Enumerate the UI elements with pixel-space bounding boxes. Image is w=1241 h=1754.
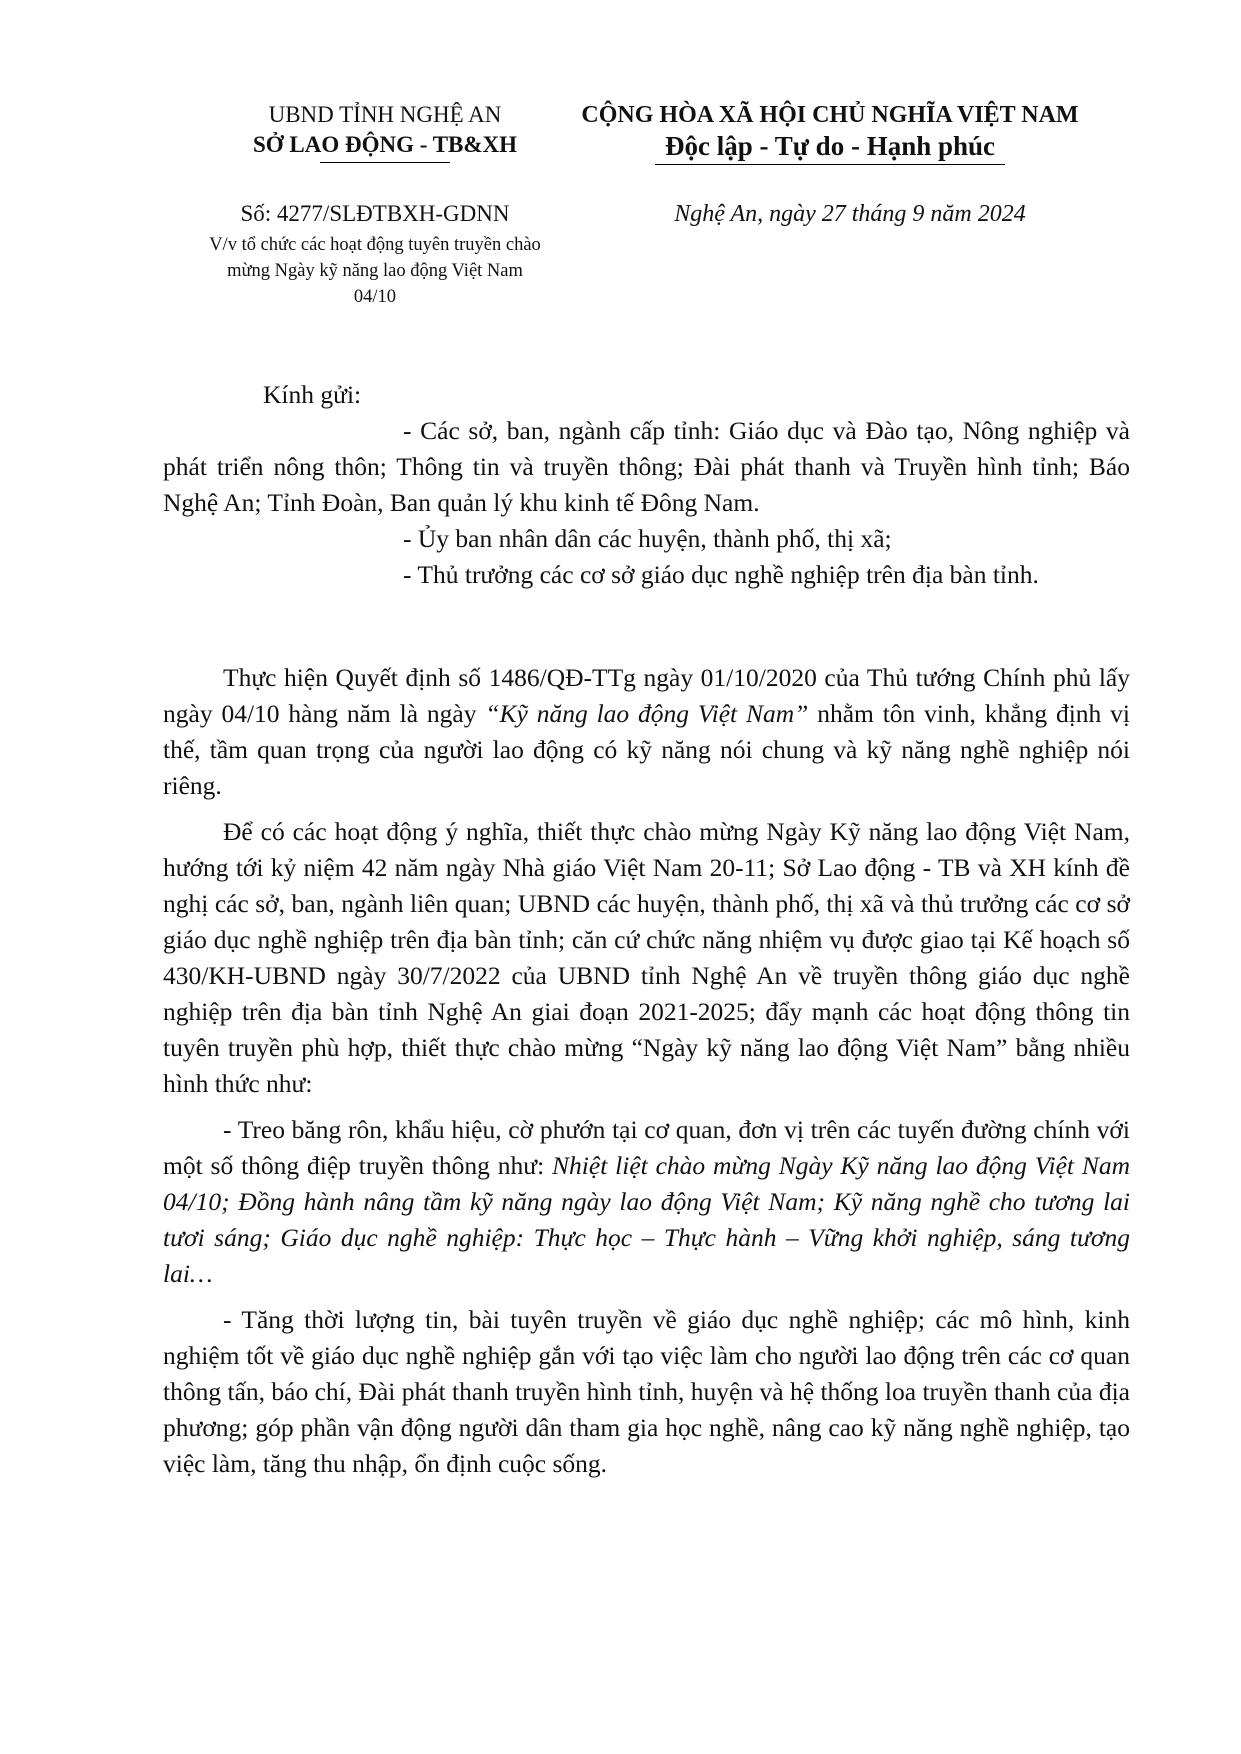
body-paragraph-4: - Tăng thời lượng tin, bài tuyên truyền về giáo dục nghề nghiệp; các mô hình, kinh nghiệm tốt về giáo dục nghề nghiệp gắn với tạo việc làm cho người lao động trên các cơ quan thông tấn, báo chí, Đài phát thanh truyền hình tỉnh, huyện và hệ thống loa truyền thanh của địa phương; góp phần vận động người dân tham gia học nghề, nâng cao kỹ năng nghề nghiệp, tạo việc làm, tăng thu nhập, ổn định cuộc sống.: [163, 1305, 1130, 1478]
document-number: Số: 4277/SLĐTBXH-GDNN: [240, 201, 510, 226]
body-paragraph-1: [163, 660, 1130, 804]
body-paragraph-2: Để có các hoạt động ý nghĩa, thiết thực chào mừng Ngày Kỹ năng lao động Việt Nam, hướng tới kỷ niệm 42 năm ngày Nhà giáo Việt Nam 20-11; Sở Lao động - TB và XH kính đề nghị các sở, ban, ngành liên quan; UBND các huyện, thành phố, thị xã và thủ trưởng các cơ sở giáo dục nghề nghiệp trên địa bàn tỉnh; căn cứ chức năng nhiệm vụ được giao tại Kế hoạch số 430/KH-UBND ngày 30/7/2022 của UBND tỉnh Nghệ An về truyền thông giáo dục nghề nghiệp trên địa bàn tỉnh Nghệ An giai đoạn 2021-2025; đẩy mạnh các hoạt động thông tin tuyên truyền phù hợp, thiết thực chào mừng “Ngày kỹ năng lao động Việt Nam” bằng nhiều hình thức như:: [163, 817, 1130, 1098]
national-heading: [560, 100, 1100, 165]
recipient-item: - Các sở, ban, ngành cấp tỉnh: Giáo dục và Đào tạo, Nông nghiệp và phát triển nông thôn; Thông tin và truyền thông; Đài phát thanh và Truyền hình tỉnh; Báo Nghệ An; Tỉnh Đoàn, Ban quản lý khu kinh tế Đông Nam.: [163, 416, 1130, 517]
issuer-block: [215, 100, 555, 163]
body-paragraph-3: [163, 1112, 1130, 1292]
agency-name: UBND TỈNH NGHỆ AN: [268, 102, 502, 127]
p1-text-after: nhằm tôn vinh, khẳng định vị thế, tầm quan trọng của người lao động có kỹ năng nói chung và kỹ năng nghề nghiệp nói riêng.: [163, 699, 1130, 800]
salutation: Kính gửi:: [263, 380, 362, 409]
recipient-item: - Ủy ban nhân dân các huyện, thành phố, thị xã;: [403, 524, 892, 553]
place-and-date: Nghệ An, ngày 27 tháng 9 năm 2024: [674, 201, 1026, 227]
document-body: [163, 660, 1130, 1482]
recipient-list: [163, 413, 1130, 593]
motto-underline: [655, 164, 1005, 165]
recipient-item: - Thủ trưởng các cơ sở giáo dục nghề nghiệp trên địa bàn tỉnh.: [403, 560, 1039, 589]
p1-emphasis: “Kỹ năng lao động Việt Nam”: [485, 699, 809, 728]
p3-slogans: Nhiệt liệt chào mừng Ngày Kỹ năng lao động Việt Nam 04/10; Đồng hành nâng tầm kỹ năng ngày lao động Việt Nam; Kỹ năng nghề cho tương lai tươi sáng; Giáo dục nghề nghiệp: Thực học – Thực hành – Vững khởi nghiệp, sáng tương lai…: [163, 1151, 1131, 1288]
nation-title: CỘNG HÒA XÃ HỘI CHỦ NGHĨA VIỆT NAM: [581, 102, 1079, 128]
department-name: SỞ LAO ĐỘNG - TB&XH: [252, 132, 518, 157]
p1-text-before: Thực hiện Quyết định số 1486/QĐ-TTg ngày 01/10/2020 của Thủ tướng Chính phủ lấy ngày 04/10 hàng năm là ngày: [163, 663, 1130, 728]
national-motto: Độc lập - Tự do - Hạnh phúc: [664, 131, 996, 161]
p3-text-before: - Treo băng rôn, khẩu hiệu, cờ phướn tại cơ quan, đơn vị trên các tuyến đường chính với một số thông điệp truyền thông như:: [163, 1115, 1130, 1180]
issuer-underline: [320, 162, 450, 163]
document-subject: V/v tổ chức các hoạt động tuyên truyền chào mừng Ngày kỹ năng lao động Việt Nam 04/10: [209, 235, 541, 307]
